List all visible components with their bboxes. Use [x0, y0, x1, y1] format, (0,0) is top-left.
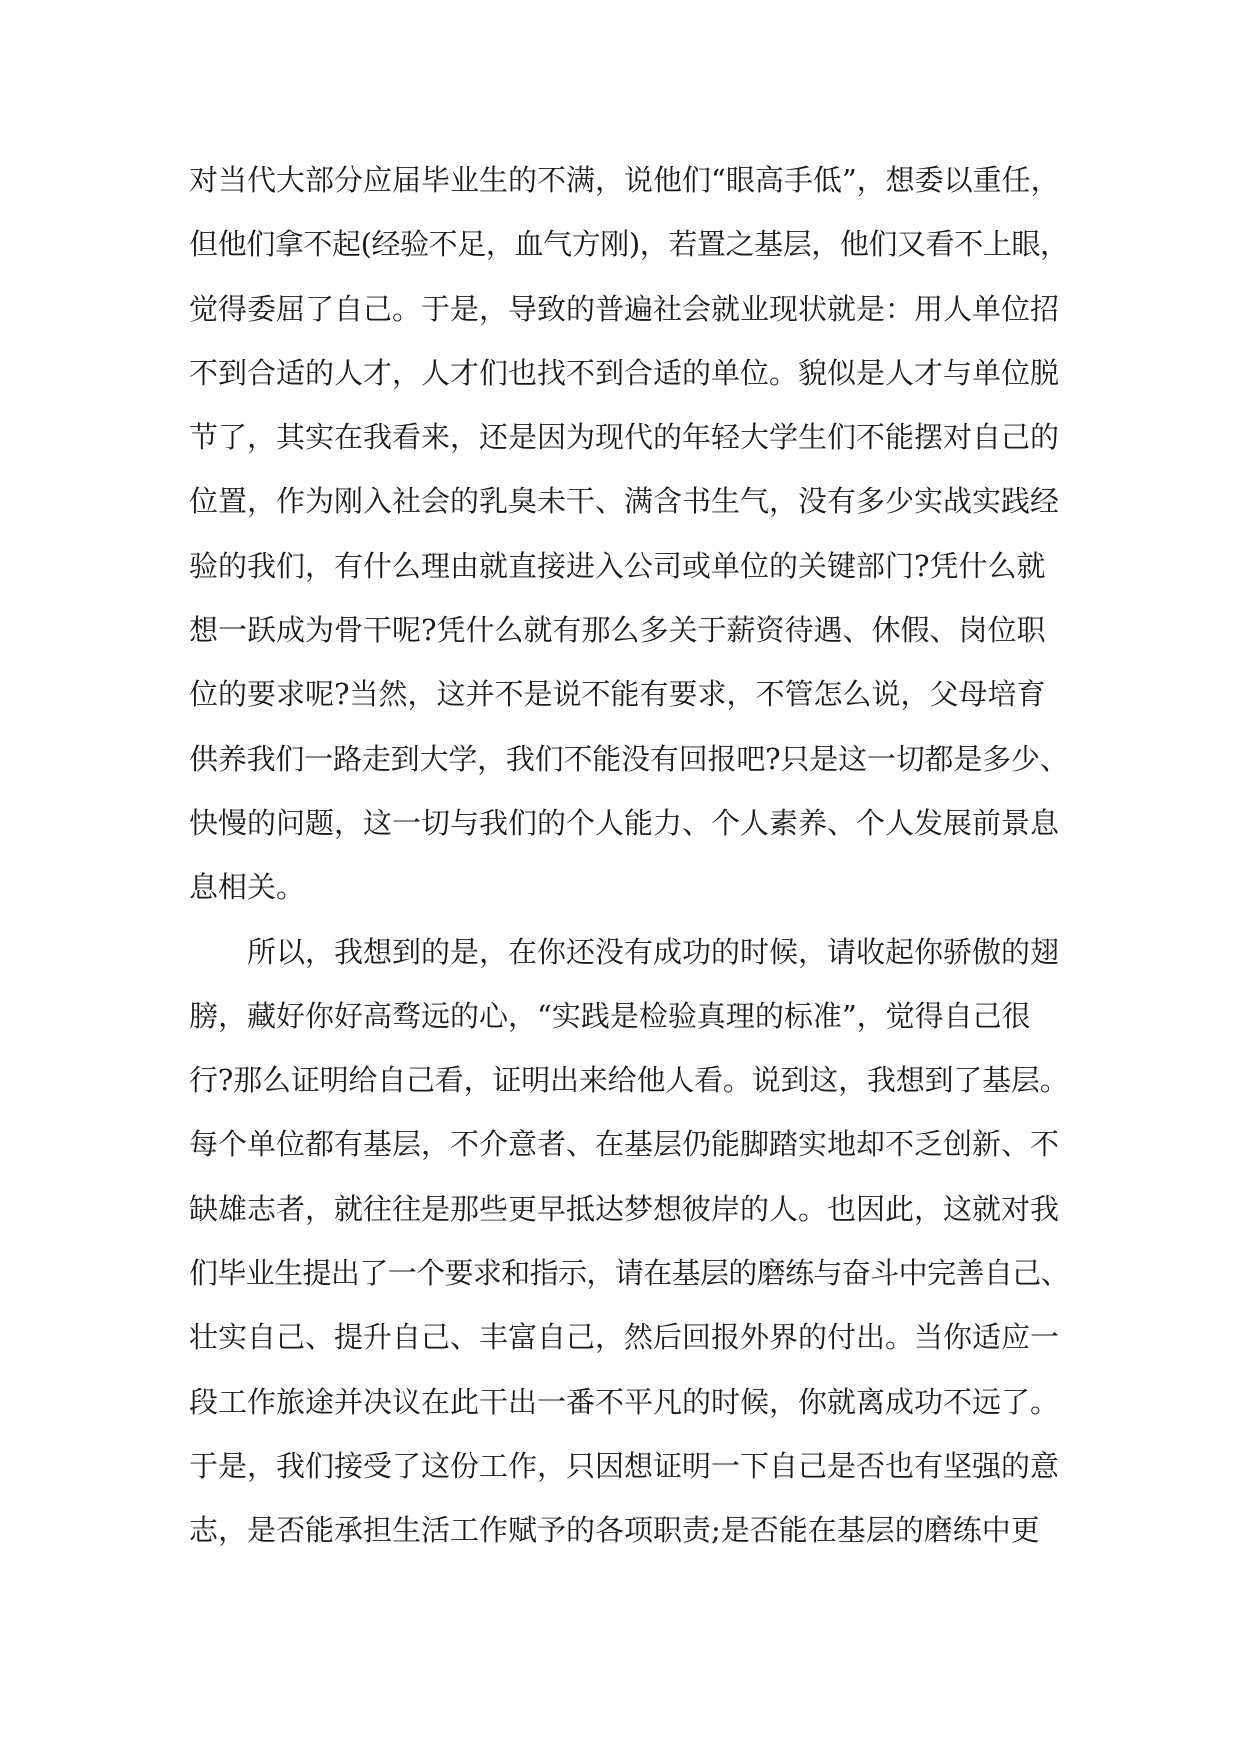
text-line: 每个单位都有基层，不介意者、在基层仍能脚踏实地却不乏创新、不 — [189, 1127, 1060, 1162]
text-line: 供养我们一路走到大学，我们不能没有回报吧?只是这一切都是多少、 — [189, 741, 1069, 776]
text-line: 位置，作为刚入社会的乳臭未干、满含书生气，没有多少实战实践经 — [189, 484, 1060, 519]
text-line: 但他们拿不起(经验不足，血气方刚)，若置之基层，他们又看不上眼， — [189, 227, 1069, 262]
text-line: 膀，藏好你好高骛远的心，“实践是检验真理的标准”，觉得自己很 — [189, 998, 1031, 1033]
text-line: 快慢的问题，这一切与我们的个人能力、个人素养、个人发展前景息 — [189, 805, 1060, 840]
text-line: 壮实自己、提升自己、丰富自己，然后回报外界的付出。当你适应一 — [189, 1320, 1060, 1355]
text-line: 验的我们，有什么理由就直接进入公司或单位的关键部门?凭什么就 — [189, 548, 1046, 583]
text-line: 节了，其实在我看来，还是因为现代的年轻大学生们不能摆对自己的 — [189, 420, 1060, 455]
paragraph-1 — [189, 148, 1069, 920]
text-line: 想一跃成为骨干呢?凭什么就有那么多关于薪资待遇、休假、岗位职 — [189, 613, 1046, 648]
text-line: 们毕业生提出了一个要求和指示，请在基层的磨练与奋斗中完善自己、 — [189, 1256, 1070, 1291]
text-line: 于是，我们接受了这份工作，只因想证明一下自己是否也有坚强的意 — [189, 1448, 1060, 1483]
paragraph-2 — [189, 920, 1069, 1563]
text-line: 位的要求呢?当然，这并不是说不能有要求，不管怎么说，父母培育 — [189, 677, 1046, 712]
text-line: 志，是否能承担生活工作赋予的各项职责;是否能在基层的磨练中更 — [189, 1513, 1040, 1548]
text-line: 息相关。 — [189, 870, 306, 905]
text-line: 对当代大部分应届毕业生的不满，说他们“眼高手低”，想委以重任， — [189, 163, 1060, 197]
document-body — [189, 148, 1069, 1563]
text-line: 不到合适的人才，人才们也找不到合适的单位。貌似是人才与单位脱 — [189, 355, 1060, 390]
text-line: 所以，我想到的是，在你还没有成功的时候，请收起你骄傲的翅 — [247, 934, 1060, 969]
text-line: 行?那么证明给自己看，证明出来给他人看。说到这，我想到了基层。 — [189, 1063, 1069, 1098]
text-line: 缺雄志者，就往往是那些更早抵达梦想彼岸的人。也因此，这就对我 — [189, 1191, 1060, 1226]
text-line: 段工作旅途并决议在此干出一番不平凡的时候，你就离成功不远了。 — [189, 1384, 1060, 1419]
text-line: 觉得委屈了自己。于是，导致的普遍社会就业现状就是：用人单位招 — [189, 291, 1060, 326]
